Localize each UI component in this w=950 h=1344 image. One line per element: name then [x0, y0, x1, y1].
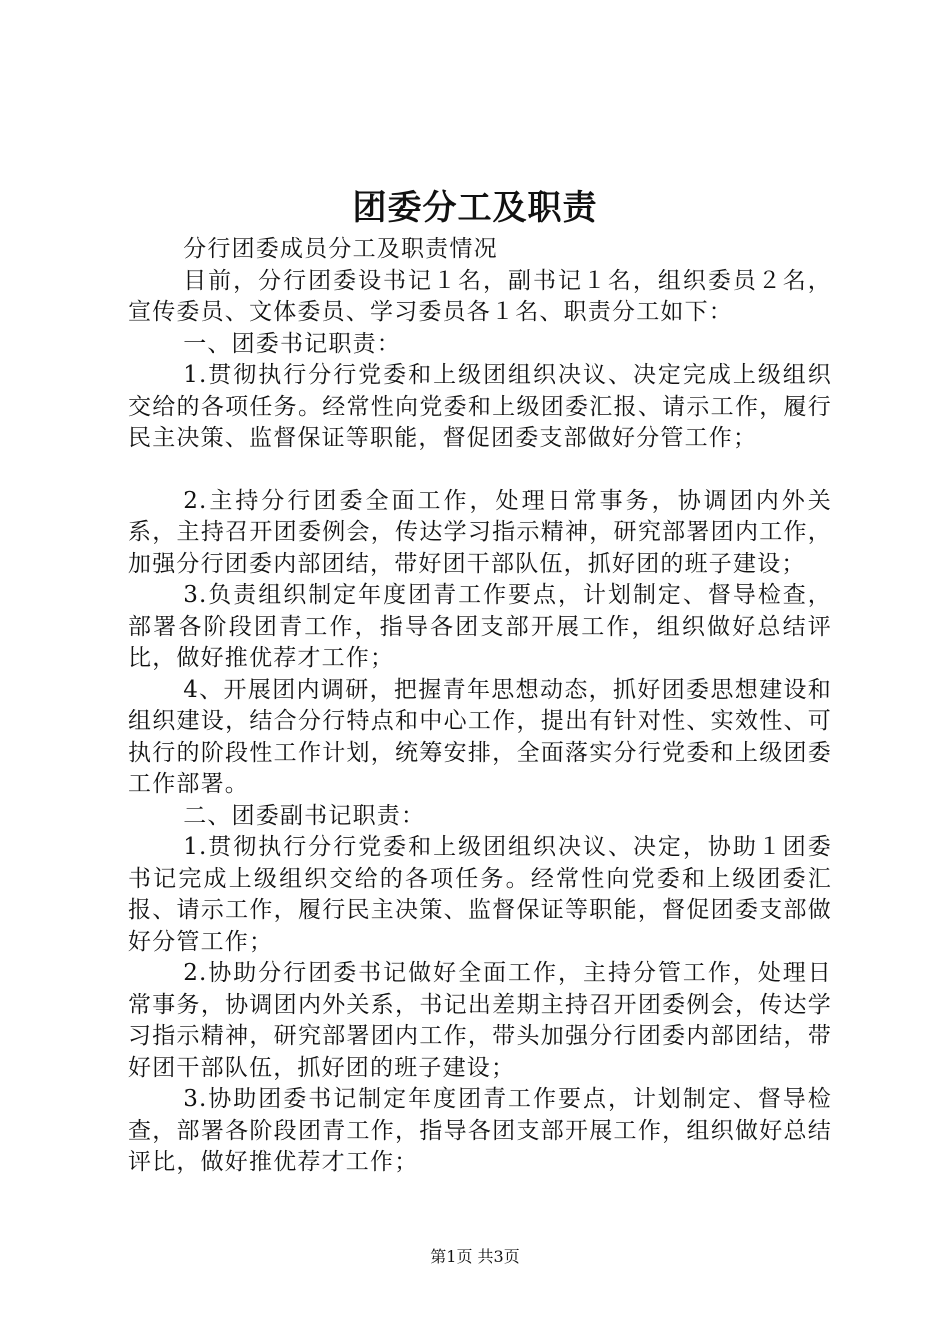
deputy-duty-3: 3.协助团委书记制定年度团青工作要点，计划制定、督导检查，部署各阶段团青工作，指导各团支部开展工作，组织做好总结评比，做好推优荐才工作； — [128, 1086, 832, 1175]
document-body — [128, 234, 832, 1179]
secretary-duty-1: 1.贯彻执行分行党委和上级团组织决议、决定完成上级组织交给的各项任务。经常性向党委和上级团委汇报、请示工作，履行民主决策、监督保证等职能，督促团委支部做好分管工作； — [128, 362, 832, 451]
document-title: 团委分工及职责 — [352, 188, 598, 228]
section-heading-secretary: 一、团委书记职责： — [183, 330, 401, 357]
deputy-duty-2: 2.协助分行团委书记做好全面工作，主持分管工作，处理日常事务，协调团内外关系，书记出差期主持召开团委例会，传达学习指示精神，研究部署团内工作，带头加强分行团委内部团结，带好团干部队伍，抓好团的班子建设； — [128, 960, 832, 1081]
paragraph-intro: 目前，分行团委设书记１名，副书记１名，组织委员２名，宣传委员、文体委员、学习委员各１名、职责分工如下： — [128, 267, 832, 325]
secretary-duty-4: 4、开展团内调研，把握青年思想动态，抓好团委思想建设和组织建设，结合分行特点和中心工作，提出有针对性、实效性、可执行的阶段性工作计划，统筹安排，全面落实分行党委和上级团委工作部署。 — [128, 676, 832, 797]
section-heading-deputy: 二、团委副书记职责： — [183, 802, 426, 829]
paragraph-subtitle: 分行团委成员分工及职责情况 — [183, 236, 498, 262]
secretary-duty-2: 2.主持分行团委全面工作，处理日常事务，协调团内外关系，主持召开团委例会，传达学习指示精神，研究部署团内工作，加强分行团委内部团结，带好团干部队伍，抓好团的班子建设； — [128, 487, 832, 577]
page-footer: 第1页 共3页 — [430, 1247, 520, 1266]
secretary-duty-3: 3.负责组织制定年度团青工作要点，计划制定、督导检查，部署各阶段团青工作，指导各团支部开展工作，组织做好总结评比，做好推优荐才工作； — [128, 582, 832, 671]
deputy-duty-1: 1.贯彻执行分行党委和上级团组织决议、决定，协助１团委书记完成上级组织交给的各项任务。经常性向党委和上级团委汇报、请示工作，履行民主决策、监督保证等职能，督促团委支部做好分管工作； — [128, 834, 832, 955]
